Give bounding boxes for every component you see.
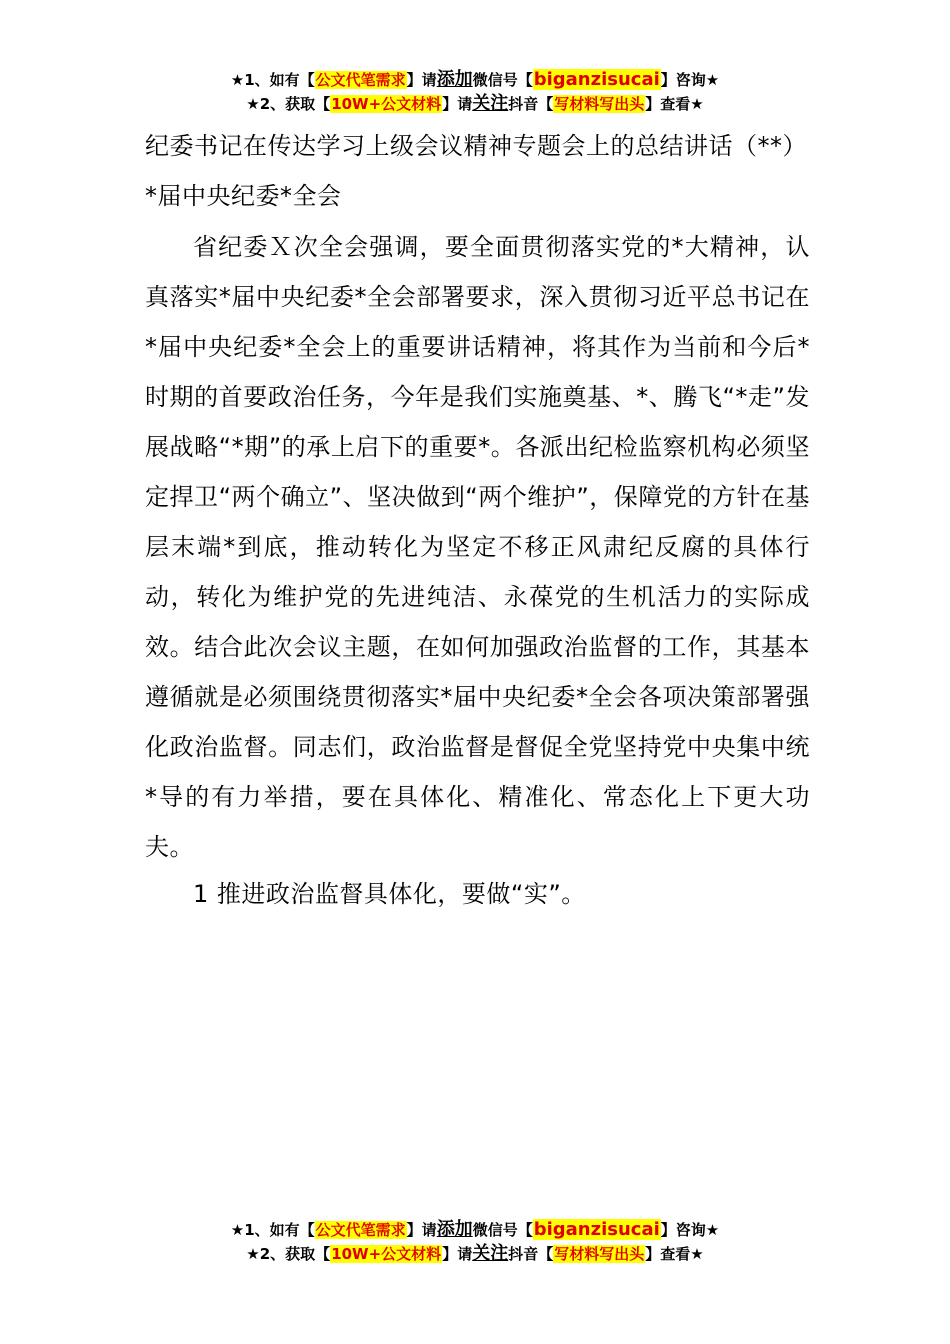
highlight-writing-service: 公文代笔需求: [315, 71, 406, 89]
underline-follow: 关注: [472, 1243, 509, 1264]
underline-add: 添加: [436, 1219, 473, 1240]
highlight-materials: 10W+公文材料: [331, 95, 442, 113]
highlight-writing-service: 公文代笔需求: [315, 1221, 406, 1239]
document-title: 纪委书记在传达学习上级会议精神专题会上的总结讲话（**）*届中央纪委*全会: [145, 132, 807, 210]
banner-line-1: ★1、如有【公文代笔需求】请添加微信号【biganzisucai】咨询★: [230, 69, 720, 90]
star-icon: ★: [230, 71, 245, 89]
section-heading: 1 推进政治监督具体化，要做“实”。: [193, 880, 586, 908]
highlight-douyin-id: 写材料写出头: [554, 1245, 645, 1263]
highlight-materials: 10W+公文材料: [331, 1245, 442, 1263]
star-icon: ★: [230, 1221, 245, 1239]
banner-line-2: ★2、获取【10W+公文材料】请关注抖音【写材料写出头】查看★: [246, 1243, 704, 1264]
star-icon: ★: [246, 95, 260, 113]
footer-banner: [0, 1218, 950, 1266]
banner-line-1: ★1、如有【公文代笔需求】请添加微信号【biganzisucai】咨询★: [230, 1219, 720, 1240]
highlight-wechat-id: biganzisucai: [533, 1219, 660, 1240]
star-icon: ★: [246, 1245, 260, 1263]
main-paragraph: 省纪委Ｘ次全会强调，要全面贯彻落实党的*大精神，认真落实*届中央纪委*全会部署要求，深入贯彻习近平总书记在*届中央纪委*全会上的重要讲话精神，将其作为当前和今后*时期的首要政治任务，今年是我们实施奠基、*、腾飞“*走”发展战略“*期”的承上启下的重要*。各派出纪检监察机构必须坚定捍卫“两个确立”、坚决做到“两个维护”，保障党的方针在基层末端*到底，推动转化为坚定不移正风肃纪反腐的具体行动，转化为维护党的先进纯洁、永葆党的生机活力的实际成效。结合此次会议主题，在如何加强政治监督的工作，其基本遵循就是必须围绕贯彻落实*届中央纪委*全会各项决策部署强化政治监督。同志们，政治监督是督促全党坚持党中央集中统*导的有力举措，要在具体化、精准化、常态化上下更大功夫。: [145, 233, 810, 861]
highlight-douyin-id: 写材料写出头: [554, 95, 645, 113]
banner-line-2: ★2、获取【10W+公文材料】请关注抖音【写材料写出头】查看★: [246, 93, 704, 114]
highlight-wechat-id: biganzisucai: [533, 69, 660, 90]
underline-follow: 关注: [472, 93, 509, 114]
header-banner: [0, 68, 950, 116]
underline-add: 添加: [436, 69, 473, 90]
